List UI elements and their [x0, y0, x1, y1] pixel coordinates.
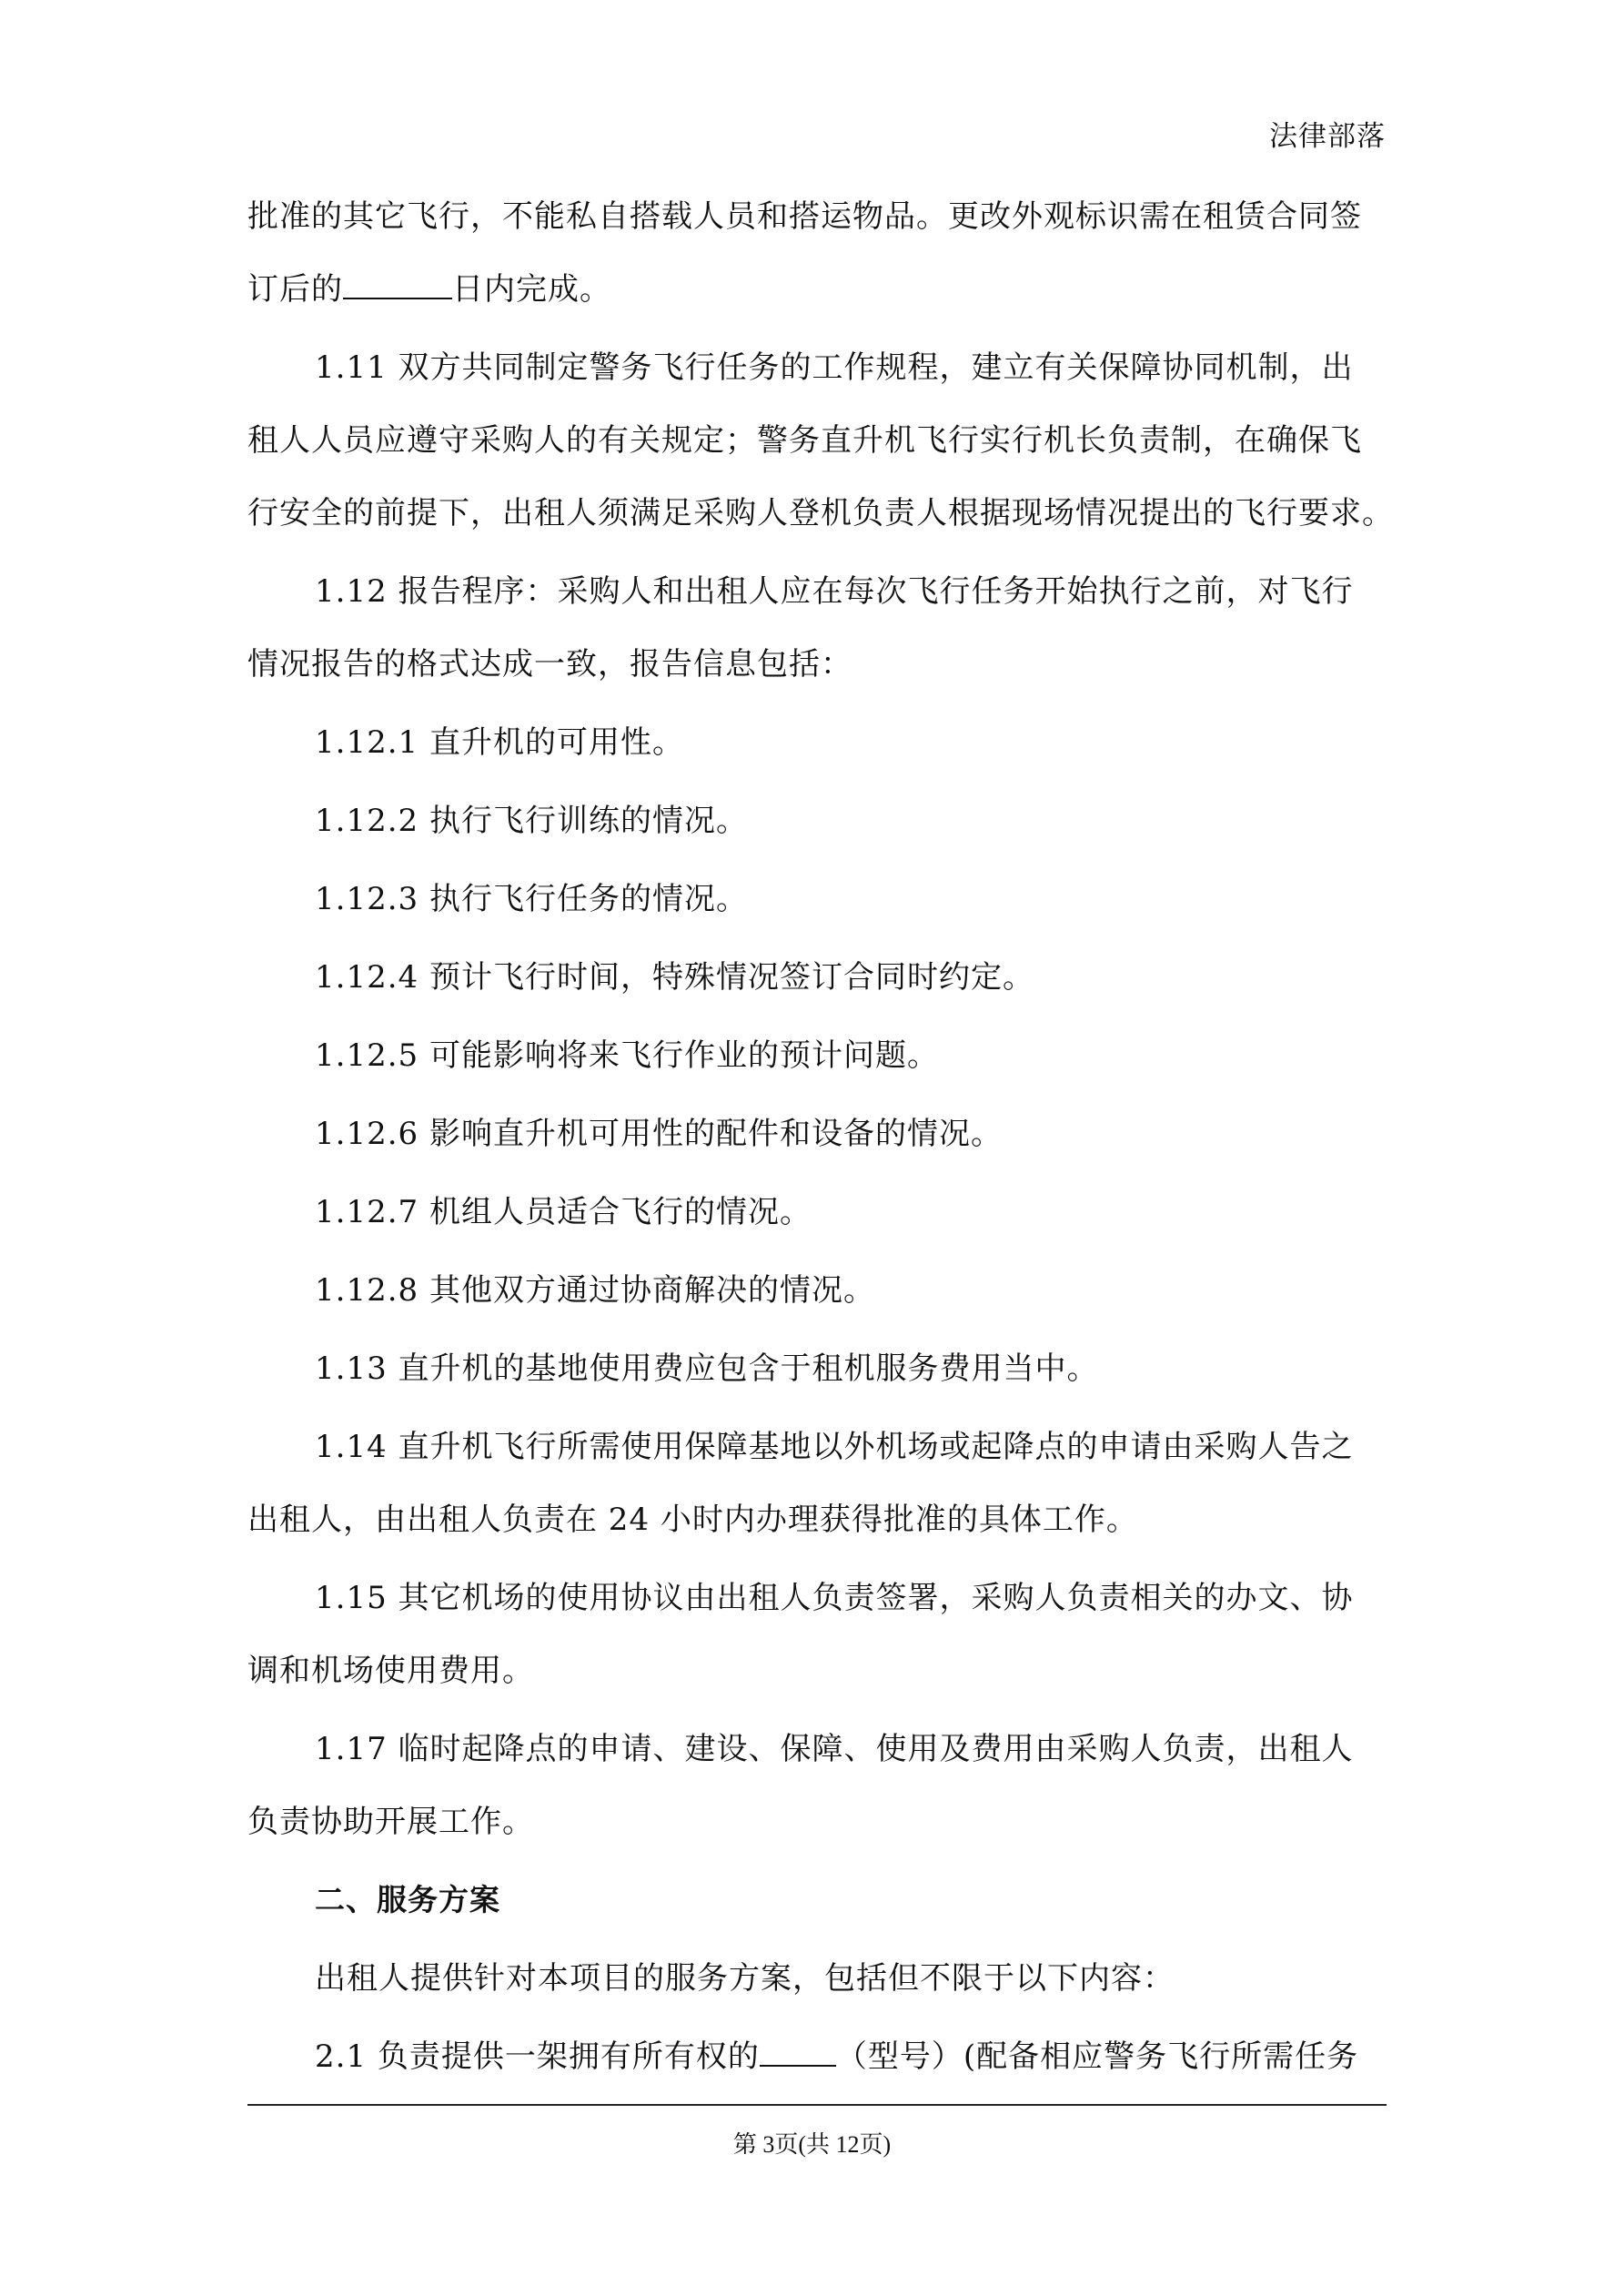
- paragraph-1-12-2: [247, 784, 1387, 857]
- text-line: 调和机场使用费用。: [247, 1653, 534, 1689]
- paragraph-1-17: [247, 1713, 1387, 1858]
- section-heading: 二、服务方案: [315, 1882, 500, 1917]
- text-line: 1.12.3 执行飞行任务的情况。: [315, 881, 748, 917]
- text-line: 1.12.2 执行飞行训练的情况。: [315, 803, 748, 839]
- page-number: 第 3页(共 12页): [732, 2131, 892, 2158]
- text-line: 1.12.8 其他双方通过协商解决的情况。: [315, 1272, 875, 1309]
- footer-divider: [247, 2104, 1387, 2106]
- text-line: 行安全的前提下，出租人须满足采购人登机负责人根据现场情况提出的飞行要求。: [247, 495, 1394, 531]
- text-line: 1.11 双方共同制定警务飞行任务的工作规程，建立有关保障协同机制，出: [315, 349, 1354, 386]
- paragraph-1-12-7: [247, 1176, 1387, 1249]
- paragraph-1-12-3: [247, 863, 1387, 936]
- text-line: 1.12 报告程序：采购人和出租人应在每次飞行任务开始执行之前，对飞行: [315, 573, 1354, 610]
- text-line: 出租人，由出租人负责在 24 小时内办理获得批准的具体工作。: [247, 1502, 1138, 1538]
- paragraph-1-10-continued: [247, 180, 1387, 326]
- text-fragment: 2.1 负责提供一架拥有所有权的: [315, 2038, 760, 2075]
- text-line: 1.12.5 可能影响将来飞行作业的预计问题。: [315, 1037, 939, 1074]
- paragraph-1-14: [247, 1411, 1387, 1556]
- paragraph-1-15: [247, 1562, 1387, 1707]
- text-line: 负责协助开展工作。: [247, 1804, 534, 1840]
- text-line: 1.12.4 预计飞行时间，特殊情况签订合同时约定。: [315, 959, 1034, 996]
- paragraph-1-12-6: [247, 1097, 1387, 1170]
- document-body: [247, 180, 1394, 2099]
- paragraph-1-13: [247, 1332, 1387, 1405]
- section-heading-paragraph: [247, 1864, 1387, 1937]
- paragraph-2-1: [247, 2020, 1387, 2093]
- paragraph-1-12-5: [247, 1019, 1387, 1092]
- paragraph-1-11: [247, 331, 1394, 550]
- text-line: 1.17 临时起降点的申请、建设、保障、使用及费用由采购人负责，出租人: [315, 1731, 1354, 1767]
- text-line: 1.12.7 机组人员适合飞行的情况。: [315, 1194, 812, 1230]
- text-line: 情况报告的格式达成一致，报告信息包括：: [247, 646, 852, 683]
- paragraph-1-12-4: [247, 941, 1387, 1014]
- page-header-label: 法律部落: [1269, 120, 1386, 153]
- text-line: 1.14 直升机飞行所需使用保障基地以外机场或起降点的申请由采购人告之: [315, 1429, 1354, 1465]
- text-fragment: 订后的: [247, 271, 343, 308]
- text-line: 1.15 其它机场的使用协议由出租人负责签署，采购人负责相关的办文、协: [315, 1580, 1354, 1616]
- text-line-with-blank: [247, 253, 1387, 326]
- paragraph-1-12-8: [247, 1254, 1387, 1327]
- text-line: 出租人提供针对本项目的服务方案，包括但不限于以下内容：: [315, 1960, 1175, 1997]
- text-line: 租人人员应遵守采购人的有关规定；警务直升机飞行实行机长负责制，在确保飞: [247, 422, 1362, 459]
- text-line: 批准的其它飞行，不能私自搭载人员和搭运物品。更改外观标识需在租赁合同签: [247, 198, 1362, 235]
- text-fragment: 日内完成。: [452, 271, 611, 308]
- fill-in-blank: [760, 2038, 836, 2067]
- text-line: 1.12.1 直升机的可用性。: [315, 724, 684, 761]
- paragraph-1-12-1: [247, 706, 1387, 779]
- text-line: 1.12.6 影响直升机可用性的配件和设备的情况。: [315, 1116, 1003, 1152]
- fill-in-blank: [343, 270, 452, 299]
- paragraph-1-12: [247, 555, 1387, 701]
- text-line: 1.13 直升机的基地使用费应包含于租机服务费用当中。: [315, 1350, 1099, 1387]
- text-fragment: （型号）(配备相应警务飞行所需任务: [835, 2038, 1359, 2075]
- section-intro: [247, 1942, 1387, 2015]
